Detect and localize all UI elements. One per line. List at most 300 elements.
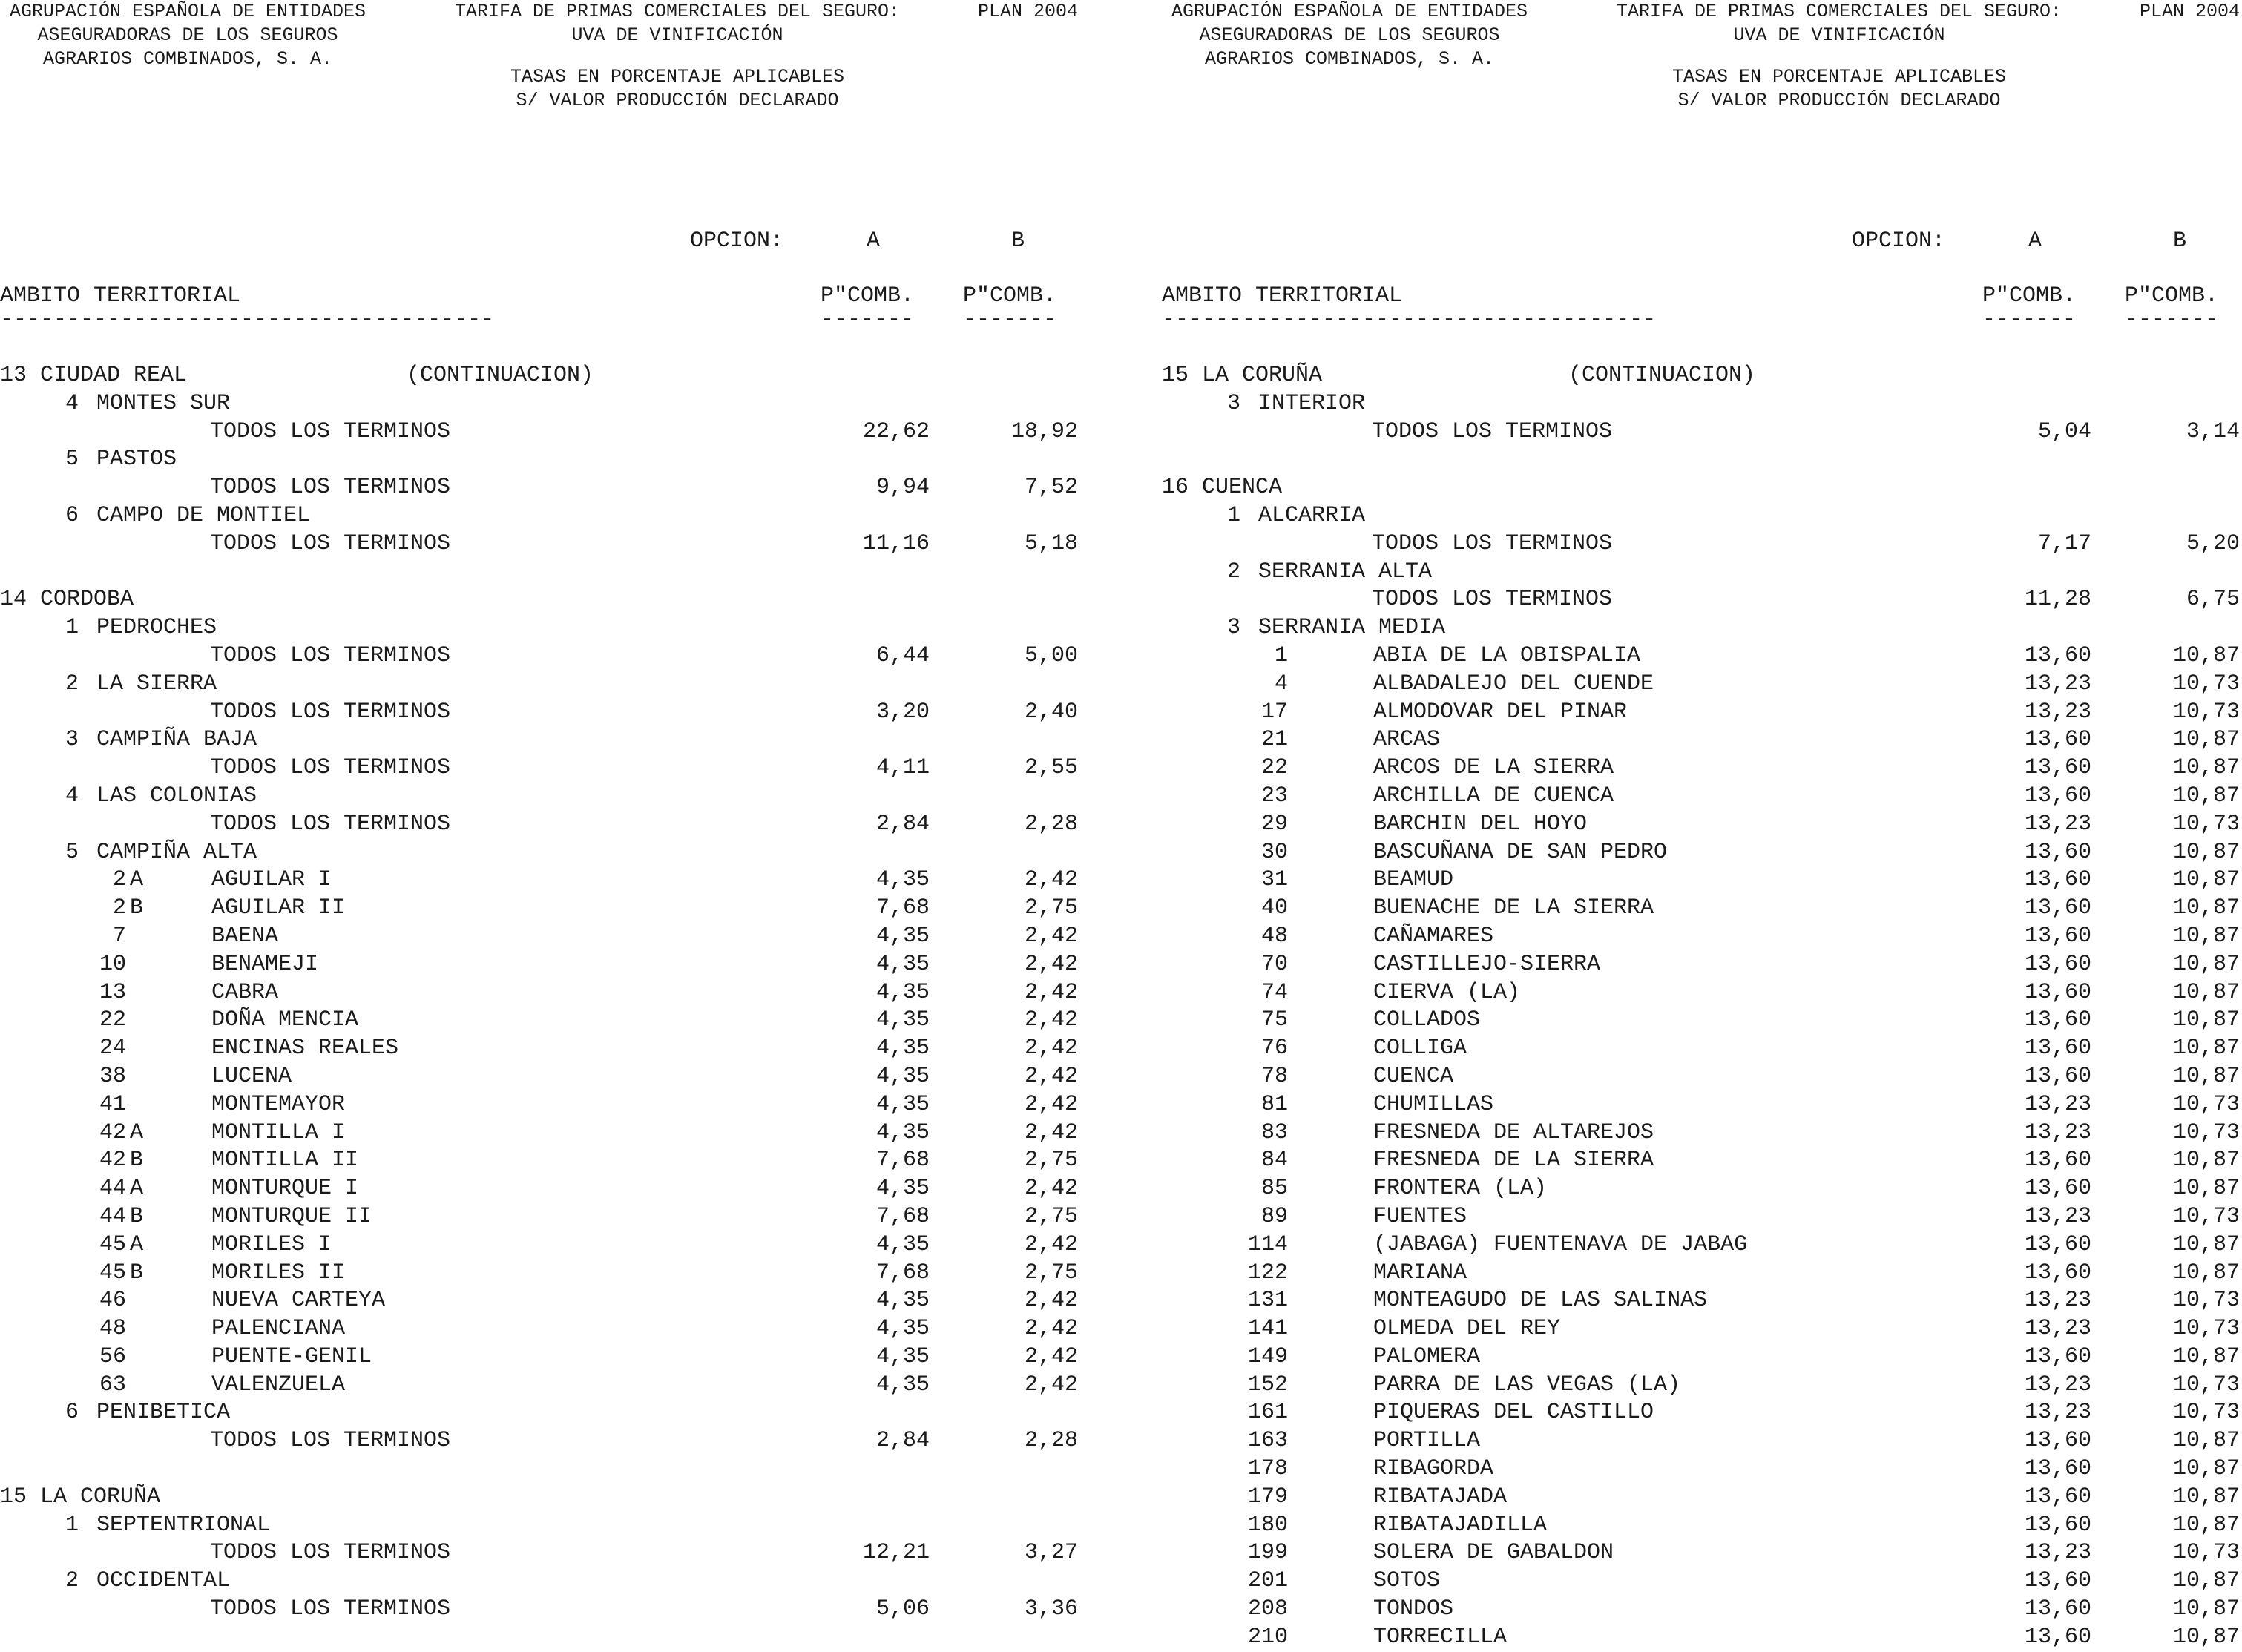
term-code: 22: [99, 1007, 126, 1033]
option-a-rate: 13,60: [2024, 755, 2091, 781]
province-name: LA CORUÑA: [1202, 363, 1323, 388]
province-number: 14: [0, 587, 27, 613]
option-a-rate: 7,68: [875, 1203, 930, 1229]
tariff-title: [445, 0, 910, 47]
municipality-name: RIBATAJADILLA: [1373, 1512, 1548, 1538]
municipality-row: [0, 866, 1121, 895]
all-terms-row: [0, 699, 1121, 727]
term-code: 42: [99, 1119, 126, 1145]
municipality-row: [1162, 811, 2242, 839]
municipality-name: PORTILLA: [1373, 1428, 1481, 1454]
term-code: 17: [1260, 699, 1288, 725]
option-a-rate: 13,60: [2024, 839, 2091, 865]
option-b-rate: 10,87: [2172, 923, 2240, 949]
option-b-rate: 5,18: [1024, 530, 1078, 556]
term-code: 179: [1247, 1484, 1288, 1510]
option-b-rate: 5,00: [1024, 642, 1078, 668]
option-b-rate: 10,87: [2172, 1484, 2240, 1510]
municipality-name: SOLERA DE GABALDON: [1373, 1540, 1614, 1566]
term-code: 201: [1247, 1568, 1288, 1594]
option-a-rate: 4,35: [875, 1036, 930, 1062]
option-a-rate: 13,23: [2024, 811, 2091, 837]
municipality-row: [1162, 1539, 2242, 1567]
term-code: 81: [1260, 1091, 1288, 1117]
province-heading: [0, 1484, 160, 1512]
option-a-rate: 13,60: [2024, 1148, 2091, 1174]
option-b-rate: 10,73: [2172, 699, 2240, 725]
municipality-name: MONTILLA II: [211, 1148, 359, 1174]
option-a-rate: 4,35: [875, 1288, 930, 1314]
term-code: 163: [1247, 1428, 1288, 1454]
comarca-name: PEDROCHES: [96, 615, 217, 641]
municipality-row: [1162, 1567, 2242, 1596]
option-b-rate: 10,73: [2172, 1288, 2240, 1314]
option-b-rate: 2,75: [1024, 895, 1078, 921]
comarca-number: 2: [65, 1568, 79, 1594]
option-a-rate: 5,04: [2037, 418, 2091, 444]
option-a-rate: 4,35: [875, 1343, 930, 1369]
option-a-rate: 13,60: [2024, 783, 2091, 809]
option-b-rate: 3,14: [2186, 418, 2240, 444]
municipality-name: (JABAGA) FUENTENAVA DE JABAG: [1373, 1231, 1748, 1257]
term-code: 21: [1260, 727, 1288, 753]
municipality-row: [1162, 1091, 2242, 1119]
province-number: 15: [1162, 363, 1189, 388]
comarca-name: SERRANIA MEDIA: [1258, 615, 1446, 641]
all-terms-label: TODOS LOS TERMINOS: [210, 1428, 451, 1454]
comarca-name: SERRANIA ALTA: [1258, 559, 1433, 585]
option-b-rate: 10,87: [2172, 642, 2240, 668]
municipality-name: CIERVA (LA): [1373, 979, 1521, 1005]
municipality-name: PARRA DE LAS VEGAS (LA): [1373, 1372, 1681, 1398]
option-b-rate: 2,42: [1024, 1091, 1078, 1117]
term-code: 74: [1260, 979, 1288, 1005]
comarca-name: CAMPO DE MONTIEL: [96, 502, 311, 528]
municipality-row: [1162, 783, 2242, 811]
option-a-rate: 13,60: [2024, 1624, 2091, 1650]
municipality-name: CHUMILLAS: [1373, 1091, 1494, 1117]
municipality-name: PIQUERAS DEL CASTILLO: [1373, 1400, 1654, 1426]
option-a-rate: 4,35: [875, 923, 930, 949]
option-a-rate: 4,35: [875, 1231, 930, 1257]
option-a-rate: 13,60: [2024, 895, 2091, 921]
option-a-rate: 22,62: [862, 418, 930, 444]
province-heading: [0, 362, 187, 390]
municipality-row: [0, 895, 1121, 923]
province-row: [1162, 474, 2242, 502]
option-b-rate: 2,42: [1024, 923, 1078, 949]
option-a-label: A: [867, 228, 881, 254]
municipality-name: MONTURQUE II: [211, 1203, 372, 1229]
municipality-name: MORILES I: [211, 1231, 332, 1257]
comarca-number: 2: [1227, 559, 1241, 585]
column-a-underline: -------: [821, 307, 915, 332]
column-a-header: P"COMB.: [821, 283, 915, 309]
province-row: [0, 1484, 1121, 1512]
option-b-rate: 2,42: [1024, 979, 1078, 1005]
municipality-row: [0, 979, 1121, 1007]
option-a-rate: 13,60: [2024, 1231, 2091, 1257]
comarca-row: [1162, 390, 2242, 418]
all-terms-label: TODOS LOS TERMINOS: [1372, 587, 1613, 613]
municipality-name: ARCAS: [1373, 727, 1441, 753]
comarca-row: [0, 614, 1121, 642]
term-suffix: A: [130, 1119, 144, 1145]
municipality-name: DOÑA MENCIA: [211, 1007, 359, 1033]
comarca-number: 1: [65, 615, 79, 641]
option-b-rate: 10,87: [2172, 1176, 2240, 1202]
comarca-name: LA SIERRA: [96, 671, 217, 697]
all-terms-row: [0, 1539, 1121, 1567]
option-b-rate: 10,87: [2172, 1456, 2240, 1482]
option-b-rate: 10,87: [2172, 951, 2240, 977]
column-b-header: P"COMB.: [963, 283, 1057, 309]
option-b-rate: 10,73: [2172, 671, 2240, 697]
comarca-number: 1: [1227, 502, 1241, 528]
comarca-name: CAMPIÑA ALTA: [96, 839, 257, 865]
option-b-rate: 10,87: [2172, 727, 2240, 753]
term-code: 85: [1260, 1176, 1288, 1202]
rates-subtitle-line: TASAS EN PORCENTAJE APLICABLES: [510, 66, 845, 88]
comarca-row: [1162, 559, 2242, 587]
municipality-row: [0, 1203, 1121, 1231]
option-a-rate: 13,60: [2024, 867, 2091, 893]
organization-line: AGRARIOS COMBINADOS, S. A.: [42, 48, 333, 70]
option-a-rate: 13,60: [2024, 1007, 2091, 1033]
term-suffix: A: [130, 867, 144, 893]
option-b-rate: 10,87: [2172, 783, 2240, 809]
option-a-rate: 13,23: [2024, 1540, 2091, 1566]
option-a-rate: 13,23: [2024, 1091, 2091, 1117]
option-b-rate: 10,87: [2172, 979, 2240, 1005]
option-a-rate: 4,35: [875, 1063, 930, 1089]
option-a-rate: 11,28: [2024, 587, 2091, 613]
option-a-rate: 13,60: [2024, 1484, 2091, 1510]
all-terms-row: [1162, 418, 2242, 447]
term-code: 46: [99, 1288, 126, 1314]
municipality-row: [0, 1119, 1121, 1148]
term-code: 76: [1260, 1036, 1288, 1062]
province-number: 16: [1162, 475, 1189, 501]
term-code: 75: [1260, 1007, 1288, 1033]
term-code: 114: [1247, 1231, 1288, 1257]
term-code: 41: [99, 1091, 126, 1117]
province-row: [0, 586, 1121, 614]
municipality-name: TORRECILLA: [1373, 1624, 1508, 1650]
municipality-name: PALENCIANA: [211, 1316, 346, 1342]
rates-subtitle-line: S/ VALOR PRODUCCIÓN DECLARADO: [516, 90, 839, 111]
option-b-rate: 10,87: [2172, 1148, 2240, 1174]
option-a-rate: 13,60: [2024, 1512, 2091, 1538]
comarca-number: 6: [65, 502, 79, 528]
rates-subtitle: [445, 65, 910, 113]
province-name: CUENCA: [1202, 475, 1283, 501]
option-a-rate: 7,17: [2037, 530, 2091, 556]
term-code: 122: [1247, 1260, 1288, 1286]
term-code: 31: [1260, 867, 1288, 893]
municipality-name: OLMEDA DEL REY: [1373, 1316, 1561, 1342]
rates-subtitle-line: TASAS EN PORCENTAJE APLICABLES: [1671, 66, 2007, 88]
option-a-rate: 13,60: [2024, 1176, 2091, 1202]
comarca-row: [0, 502, 1121, 530]
province-name: LA CORUÑA: [40, 1484, 161, 1510]
rate-table: [0, 362, 1121, 1624]
option-b-rate: 10,73: [2172, 811, 2240, 837]
option-b-rate: 2,42: [1024, 1036, 1078, 1062]
option-b-rate: 10,73: [2172, 1540, 2240, 1566]
municipality-name: ARCOS DE LA SIERRA: [1373, 755, 1614, 781]
term-suffix: A: [130, 1231, 144, 1257]
term-suffix: B: [130, 1203, 144, 1229]
option-a-rate: 13,60: [2024, 1596, 2091, 1622]
municipality-name: CABRA: [211, 979, 279, 1005]
term-code: 2: [112, 867, 126, 893]
term-suffix: A: [130, 1176, 144, 1202]
option-b-rate: 18,92: [1010, 418, 1078, 444]
option-a-rate: 4,35: [875, 1372, 930, 1398]
municipality-name: FUENTES: [1373, 1203, 1467, 1229]
municipality-name: AGUILAR II: [211, 895, 346, 921]
term-code: 149: [1247, 1343, 1288, 1369]
option-b-rate: 2,42: [1024, 1231, 1078, 1257]
opcion-label: OPCION:: [1852, 228, 1946, 254]
municipality-name: LUCENA: [211, 1063, 292, 1089]
municipality-row: [1162, 839, 2242, 867]
municipality-name: BEAMUD: [1373, 867, 1454, 893]
option-b-rate: 10,87: [2172, 1036, 2240, 1062]
municipality-name: VALENZUELA: [211, 1372, 346, 1398]
option-b-rate: 10,87: [2172, 1007, 2240, 1033]
option-a-rate: 4,35: [875, 867, 930, 893]
municipality-row: [0, 1315, 1121, 1343]
province-heading: [0, 586, 134, 614]
option-a-rate: 13,60: [2024, 1428, 2091, 1454]
all-terms-row: [0, 418, 1121, 447]
municipality-row: [1162, 1399, 2242, 1427]
municipality-row: [0, 1231, 1121, 1260]
option-a-rate: 13,60: [2024, 1568, 2091, 1594]
option-b-rate: 2,75: [1024, 1148, 1078, 1174]
municipality-name: FRESNEDA DE ALTAREJOS: [1373, 1119, 1654, 1145]
comarca-name: CAMPIÑA BAJA: [96, 727, 257, 753]
option-b-label: B: [2173, 228, 2187, 254]
municipality-name: AGUILAR I: [211, 867, 332, 893]
comarca-row: [0, 390, 1121, 418]
comarca-row: [0, 671, 1121, 699]
all-terms-label: TODOS LOS TERMINOS: [210, 530, 451, 556]
municipality-row: [1162, 1455, 2242, 1484]
option-a-rate: 13,60: [2024, 642, 2091, 668]
term-code: 23: [1260, 783, 1288, 809]
municipality-name: ABIA DE LA OBISPALIA: [1373, 642, 1641, 668]
option-b-rate: 2,42: [1024, 1176, 1078, 1202]
municipality-row: [1162, 1343, 2242, 1372]
municipality-name: MONTEAGUDO DE LAS SALINAS: [1373, 1288, 1708, 1314]
comarca-row: [0, 726, 1121, 754]
all-terms-label: TODOS LOS TERMINOS: [210, 418, 451, 444]
municipality-row: [1162, 1372, 2242, 1400]
comarca-name: PASTOS: [96, 447, 177, 473]
option-a-rate: 7,68: [875, 895, 930, 921]
option-a-rate: 4,35: [875, 951, 930, 977]
municipality-row: [0, 923, 1121, 951]
all-terms-row: [1162, 530, 2242, 559]
municipality-name: SOTOS: [1373, 1568, 1441, 1594]
option-a-rate: 4,35: [875, 1007, 930, 1033]
option-b-rate: 2,55: [1024, 755, 1078, 781]
option-a-rate: 13,23: [2024, 1119, 2091, 1145]
option-a-rate: 13,23: [2024, 1203, 2091, 1229]
option-a-rate: 4,35: [875, 1176, 930, 1202]
province-heading: [1162, 474, 1282, 502]
municipality-row: [1162, 1035, 2242, 1063]
comarca-name: MONTES SUR: [96, 390, 231, 416]
comarca-row: [1162, 614, 2242, 642]
ambito-territorial-header: AMBITO TERRITORIAL: [1162, 283, 1403, 309]
municipality-row: [1162, 951, 2242, 979]
option-b-rate: 2,42: [1024, 1288, 1078, 1314]
tariff-title: [1607, 0, 2071, 47]
term-code: 178: [1247, 1456, 1288, 1482]
option-a-rate: 13,60: [2024, 979, 2091, 1005]
organization-name: [0, 0, 375, 71]
municipality-row: [1162, 979, 2242, 1007]
comarca-name: SEPTENTRIONAL: [96, 1512, 271, 1538]
option-b-rate: 10,73: [2172, 1400, 2240, 1426]
municipality-name: COLLIGA: [1373, 1036, 1467, 1062]
option-b-rate: 2,42: [1024, 867, 1078, 893]
term-code: 70: [1260, 951, 1288, 977]
term-code: 161: [1247, 1400, 1288, 1426]
option-a-rate: 4,11: [875, 755, 930, 781]
option-a-rate: 11,16: [862, 530, 930, 556]
option-b-rate: 2,42: [1024, 1063, 1078, 1089]
ambito-underline: -------------------------------------: [1162, 307, 1657, 332]
all-terms-label: TODOS LOS TERMINOS: [210, 1596, 451, 1622]
comarca-number: 1: [65, 1512, 79, 1538]
option-a-rate: 4,35: [875, 979, 930, 1005]
municipality-row: [1162, 1119, 2242, 1148]
municipality-row: [1162, 1063, 2242, 1091]
comarca-number: 3: [1227, 390, 1241, 416]
option-b-rate: 10,73: [2172, 1316, 2240, 1342]
organization-line: AGRUPACIÓN ESPAÑOLA DE ENTIDADES: [1171, 1, 1528, 22]
municipality-row: [0, 1091, 1121, 1119]
plan-label: PLAN 2004: [2140, 1, 2241, 22]
municipality-row: [1162, 1624, 2242, 1652]
municipality-row: [1162, 1596, 2242, 1624]
municipality-row: [0, 1343, 1121, 1372]
province-row: [1162, 362, 2242, 390]
option-b-rate: 3,27: [1024, 1540, 1078, 1566]
municipality-row: [1162, 1231, 2242, 1260]
all-terms-row: [0, 642, 1121, 671]
column-b-header: P"COMB.: [2125, 283, 2219, 309]
municipality-name: ALBADALEJO DEL CUENDE: [1373, 671, 1654, 697]
option-a-rate: 13,60: [2024, 727, 2091, 753]
comarca-row: [0, 1399, 1121, 1427]
term-code: 210: [1247, 1624, 1288, 1650]
option-a-rate: 13,23: [2024, 1400, 2091, 1426]
comarca-number: 5: [65, 839, 79, 865]
municipality-name: MONTEMAYOR: [211, 1091, 346, 1117]
comarca-row: [0, 783, 1121, 811]
term-suffix: B: [130, 1260, 144, 1286]
term-code: 40: [1260, 895, 1288, 921]
rates-subtitle-line: S/ VALOR PRODUCCIÓN DECLARADO: [1677, 90, 2001, 111]
comarca-row: [1162, 502, 2242, 530]
option-b-rate: 2,42: [1024, 951, 1078, 977]
option-a-rate: 13,23: [2024, 1372, 2091, 1398]
municipality-name: CUENCA: [1373, 1063, 1454, 1089]
option-b-rate: 10,73: [2172, 1119, 2240, 1145]
all-terms-label: TODOS LOS TERMINOS: [210, 1540, 451, 1566]
option-a-label: A: [2028, 228, 2042, 254]
term-code: 42: [99, 1148, 126, 1174]
comarca-row: [0, 1567, 1121, 1596]
ambito-underline: -------------------------------------: [0, 307, 495, 332]
organization-line: ASEGURADORAS DE LOS SEGUROS: [1199, 24, 1500, 46]
right-page: [1162, 0, 2242, 1650]
option-b-rate: 10,87: [2172, 1260, 2240, 1286]
option-a-rate: 7,68: [875, 1148, 930, 1174]
municipality-name: MARIANA: [1373, 1260, 1467, 1286]
municipality-name: FRESNEDA DE LA SIERRA: [1373, 1148, 1654, 1174]
municipality-row: [1162, 1287, 2242, 1315]
option-b-rate: 10,87: [2172, 1596, 2240, 1622]
all-terms-row: [0, 530, 1121, 559]
option-b-label: B: [1011, 228, 1025, 254]
municipality-row: [1162, 895, 2242, 923]
term-code: 29: [1260, 811, 1288, 837]
column-a-underline: -------: [1982, 307, 2077, 332]
municipality-name: BUENACHE DE LA SIERRA: [1373, 895, 1654, 921]
option-b-rate: 2,75: [1024, 1260, 1078, 1286]
municipality-name: MORILES II: [211, 1260, 346, 1286]
municipality-name: BASCUÑANA DE SAN PEDRO: [1373, 839, 1668, 865]
all-terms-row: [1162, 586, 2242, 614]
option-a-rate: 2,84: [875, 811, 930, 837]
option-b-rate: 2,42: [1024, 1343, 1078, 1369]
municipality-row: [1162, 1203, 2242, 1231]
municipality-name: CASTILLEJO-SIERRA: [1373, 951, 1601, 977]
term-code: 24: [99, 1036, 126, 1062]
term-code: 7: [112, 923, 126, 949]
option-a-rate: 12,21: [862, 1540, 930, 1566]
municipality-row: [0, 1063, 1121, 1091]
comarca-number: 4: [65, 783, 79, 809]
all-terms-label: TODOS LOS TERMINOS: [210, 699, 451, 725]
option-b-rate: 6,75: [2186, 587, 2240, 613]
continuation-note: (CONTINUACION): [1568, 363, 1756, 388]
municipality-name: ALMODOVAR DEL PINAR: [1373, 699, 1628, 725]
option-b-rate: 10,87: [2172, 1063, 2240, 1089]
municipality-name: RIBATAJADA: [1373, 1484, 1508, 1510]
province-number: 15: [0, 1484, 27, 1510]
comarca-number: 2: [65, 671, 79, 697]
term-code: 48: [1260, 923, 1288, 949]
comarca-row: [0, 839, 1121, 867]
option-a-rate: 13,60: [2024, 1063, 2091, 1089]
term-code: 180: [1247, 1512, 1288, 1538]
option-b-rate: 10,87: [2172, 839, 2240, 865]
municipality-row: [0, 1260, 1121, 1288]
term-code: 84: [1260, 1148, 1288, 1174]
municipality-name: PALOMERA: [1373, 1343, 1481, 1369]
municipality-row: [1162, 726, 2242, 754]
municipality-name: ARCHILLA DE CUENCA: [1373, 783, 1614, 809]
municipality-row: [1162, 923, 2242, 951]
